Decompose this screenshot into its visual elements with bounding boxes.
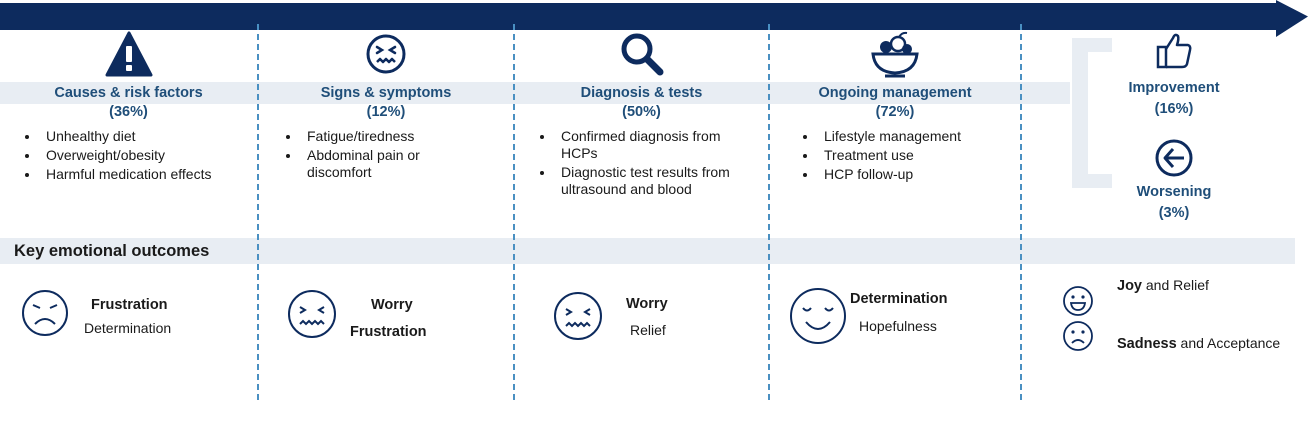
emotion-secondary: Relief xyxy=(630,322,666,338)
distressed-face-icon xyxy=(364,32,408,76)
frown-face-icon xyxy=(20,288,70,338)
fruit-bowl-icon xyxy=(869,30,921,78)
emotion-primary: Joy xyxy=(1117,278,1142,294)
magnifier-icon xyxy=(618,30,666,78)
stage-title: Signs & symptoms xyxy=(320,85,452,101)
improvement-percent: (16%) xyxy=(1154,101,1194,117)
bullet-item: • Harmful medication effects xyxy=(40,166,257,183)
emotion-secondary: and Relief xyxy=(1142,277,1209,293)
stage-management xyxy=(770,28,1020,185)
happy-face-icon xyxy=(1062,285,1094,317)
emotion-secondary: Determination xyxy=(84,320,172,336)
emotion-primary: Frustration xyxy=(91,297,168,313)
bullet-item: • Treatment use xyxy=(818,147,978,164)
worsening-percent: (3%) xyxy=(1158,205,1190,221)
stage-diagnosis xyxy=(515,28,768,200)
key-outcomes-heading: Key emotional outcomes xyxy=(14,242,210,260)
emotion-secondary: Frustration xyxy=(350,324,427,340)
stage-title: Diagnosis & tests xyxy=(580,85,703,101)
stage-title: Ongoing management xyxy=(818,85,972,101)
stage-symptoms xyxy=(259,28,513,183)
emotion-secondary: Hopefulness xyxy=(859,318,937,334)
outcome-column xyxy=(1110,30,1238,224)
bullet-item: • Overweight/obesity xyxy=(40,147,257,164)
outcome-bracket-top xyxy=(1072,38,1112,52)
content-face-icon xyxy=(788,286,848,346)
joy-relief-text xyxy=(1117,277,1209,294)
bullet-item: • Unhealthy diet xyxy=(40,128,257,145)
outcome-bracket-bottom xyxy=(1072,174,1112,188)
stage-percent: (50%) xyxy=(622,104,661,120)
emotion-primary: Worry xyxy=(371,297,413,313)
stage-title: Causes & risk factors xyxy=(54,85,203,101)
emotion-primary: Sadness xyxy=(1117,336,1177,352)
warning-icon xyxy=(105,31,153,77)
worsening-label: Worsening xyxy=(1136,184,1212,200)
sadness-acceptance-text xyxy=(1117,335,1280,352)
stage-percent: (72%) xyxy=(875,104,915,120)
bullet-item: • Fatigue/tiredness xyxy=(301,128,481,145)
bullet-item: • Diagnostic test results from ultrasound and blood xyxy=(555,164,745,198)
stage-percent: (36%) xyxy=(109,104,148,120)
worried-face-icon xyxy=(286,288,338,340)
column-divider xyxy=(1020,24,1022,400)
worried-face-icon xyxy=(552,290,604,342)
bullet-item: • Abdominal pain or discomfort xyxy=(301,147,481,181)
emotion-secondary: and Acceptance xyxy=(1176,335,1281,351)
bullet-item: • Confirmed diagnosis from HCPs xyxy=(555,128,745,162)
stage-causes xyxy=(0,28,257,185)
stage-percent: (12%) xyxy=(366,104,406,120)
sad-face-icon xyxy=(1062,320,1094,352)
improvement-label: Improvement xyxy=(1128,80,1220,96)
thumbs-up-icon xyxy=(1154,30,1194,70)
emotion-primary: Worry xyxy=(626,296,668,312)
outcome-bracket xyxy=(1072,38,1088,188)
bullet-item: • HCP follow-up xyxy=(818,166,978,183)
emotion-primary: Determination xyxy=(850,291,948,307)
bullet-item: • Lifestyle management xyxy=(818,128,978,145)
back-arrow-icon xyxy=(1154,138,1194,178)
